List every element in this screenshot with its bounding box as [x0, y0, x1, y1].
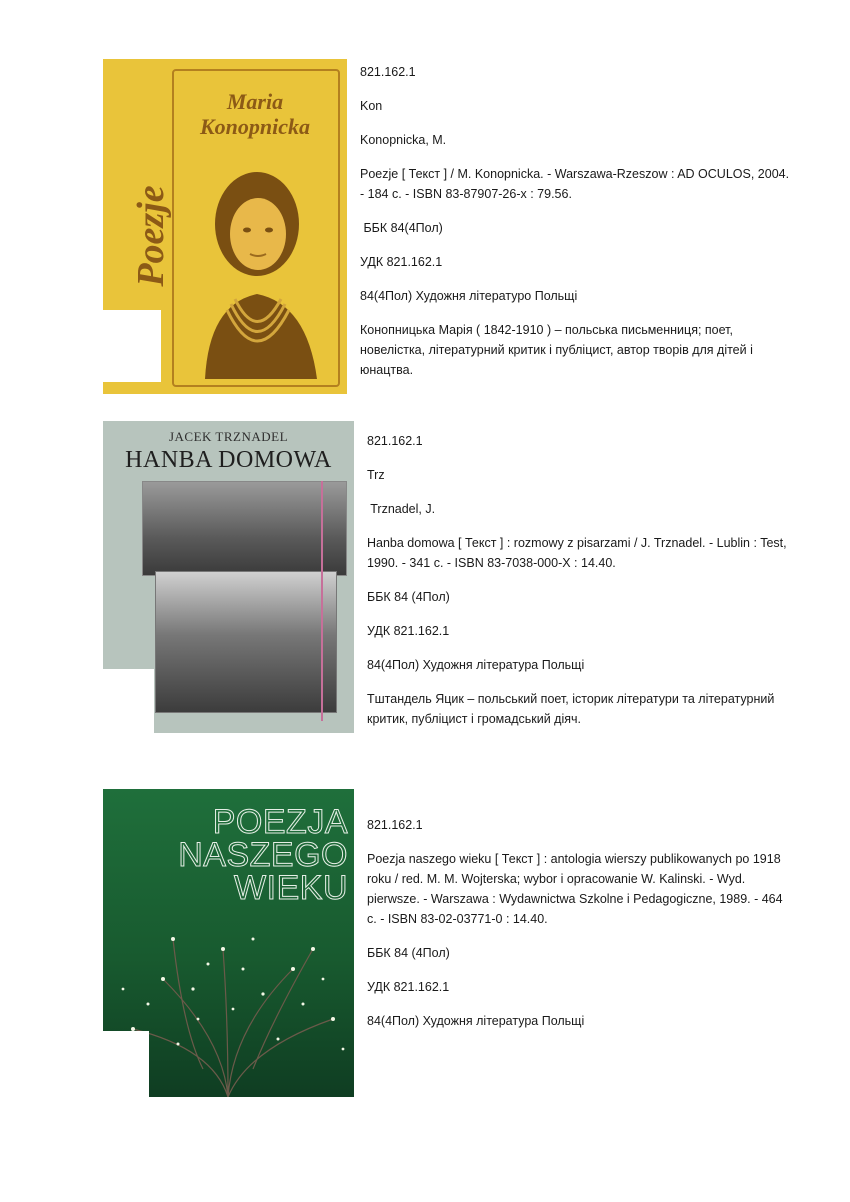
subject-heading: 84(4Пол) Художня літературо Польщі — [360, 289, 578, 303]
annotation: Тштандель Яцик – польський поет, історик літератури та літературний критик, публіцист і громадський діяч. — [367, 692, 775, 726]
library-label-sticker — [103, 669, 154, 733]
cover-title: HANBA DOMOWA — [125, 447, 332, 473]
cover-title-vertical: Poezje — [130, 185, 172, 287]
cover-title-line: NASZEGO — [178, 836, 348, 874]
title-statement: Hanba domowa [ Текст ] : rozmowy z pisarzami / J. Trznadel. - Lublin : Test, 1990. - 341 с. - ISBN 83-7038-000-X : 14.40. — [367, 536, 787, 570]
bbk-code: ББК 84 (4Пол) — [367, 946, 450, 960]
author-heading: Konopnicka, M. — [360, 133, 447, 147]
portrait-illustration — [195, 154, 325, 379]
cover-title-line: WIEKU — [234, 869, 348, 907]
author-mark: Kon — [360, 99, 383, 113]
cover-author: Maria Konopnicka — [199, 89, 311, 139]
udk-code: УДК 821.162.1 — [367, 980, 450, 994]
bibliographic-record — [367, 815, 787, 1045]
udk-code: УДК 821.162.1 — [367, 624, 450, 638]
cover-title — [163, 803, 348, 907]
subject-heading: 84(4Пол) Художня література Польщі — [367, 1014, 585, 1028]
udc-code: 821.162.1 — [360, 65, 416, 79]
library-label-sticker — [103, 310, 161, 382]
udc-code: 821.162.1 — [367, 434, 423, 448]
cover-author: JACEK TRZNADEL — [168, 429, 289, 444]
cover-photo-bottom — [155, 571, 337, 713]
udk-code: УДК 821.162.1 — [360, 255, 443, 269]
subject-heading: 84(4Пол) Художня література Польщі — [367, 658, 585, 672]
bbk-code: ББК 84(4Пол) — [360, 221, 443, 235]
title-statement: Poezja naszego wieku [ Текст ] : antologia wierszy publikowanych po 1918 roku / red. M. M. Wojterska; wybor i opracowanie W. Kalinski. - Wyd. pierwsze. - Warszawa : Wydawnictwa Szkolne i Pedagogiczne, 1989. - 464 с. - ISBN 83-02-03771-0 : 14.40. — [367, 852, 783, 926]
annotation: Конопницька Марія ( 1842-1910 ) – польська письменниця; поет, новелістка, літературний критик і публіцист, автор творів для дітей і юнацтва. — [360, 323, 753, 377]
udc-code: 821.162.1 — [367, 818, 423, 832]
cover-title-line: POEZJA — [212, 803, 348, 841]
author-heading: Trznadel, J. — [367, 502, 436, 516]
book-cover-konopnicka — [103, 59, 347, 394]
library-label-sticker — [103, 1031, 149, 1097]
cover-photo-top — [142, 481, 347, 576]
bibliographic-record — [360, 62, 790, 394]
book-cover-hanba-domowa — [103, 421, 354, 733]
bbk-code: ББК 84 (4Пол) — [367, 590, 450, 604]
book-cover-poezja-naszego-wieku — [103, 789, 354, 1097]
title-statement: Poezje [ Текст ] / M. Konopnicka. - Warszawa-Rzeszow : AD OCULOS, 2004. - 184 с. - ISBN 83-87907-26-x : 79.56. — [360, 167, 790, 201]
cover-accent-line — [321, 481, 323, 721]
bibliographic-record — [367, 431, 787, 743]
author-mark: Trz — [367, 468, 385, 482]
